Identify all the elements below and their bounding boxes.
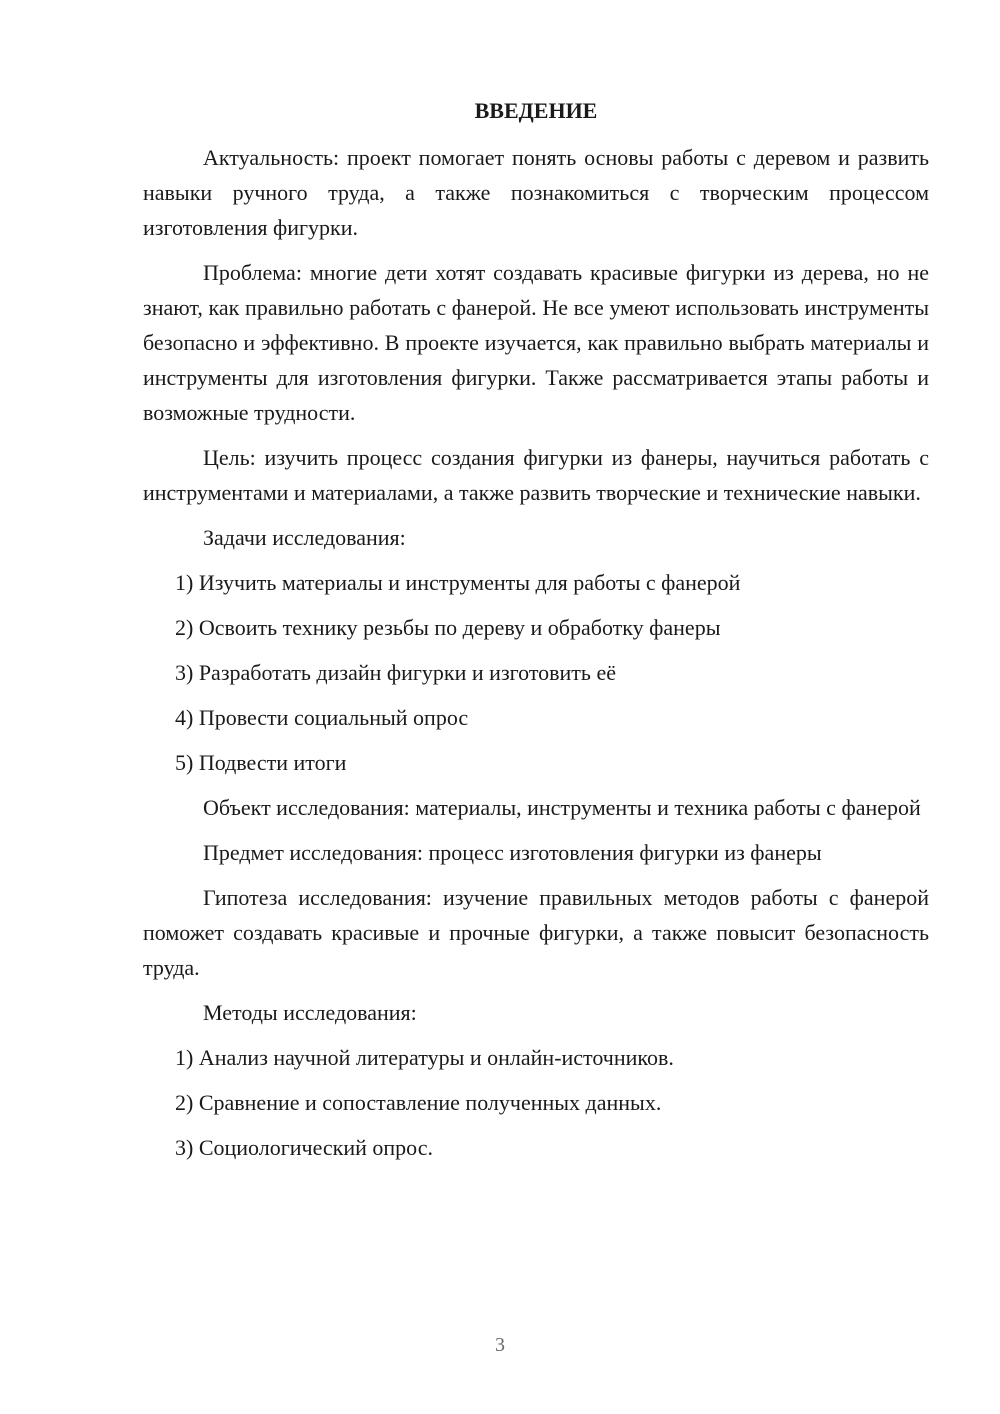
- list-item: 2) Освоить технику резьбы по дереву и обработку фанеры: [175, 615, 721, 640]
- paragraph-hypothesis: Гипотеза исследования: изучение правильных методов работы с фанерой поможет создавать красивые и прочные фигурки, а также повысит безопасность труда.: [143, 885, 929, 980]
- paragraph-relevance: Актуальность: проект помогает понять основы работы с деревом и развить навыки ручного труда, а также познакомиться с творческим процессом изготовления фигурки.: [143, 145, 929, 240]
- paragraph-goal: Цель: изучить процесс создания фигурки из фанеры, научиться работать с инструментами и материалами, а также развить творческие и технические навыки.: [143, 445, 929, 505]
- tasks-title: Задачи исследования:: [203, 525, 406, 550]
- paragraph-subject: Предмет исследования: процесс изготовления фигурки из фанеры: [203, 840, 822, 865]
- list-item: 5) Подвести итоги: [175, 750, 347, 775]
- list-item: 1) Изучить материалы и инструменты для работы с фанерой: [175, 570, 741, 595]
- document-body: [143, 96, 929, 1175]
- methods-list: [143, 1040, 929, 1165]
- methods-title: Методы исследования:: [203, 1000, 417, 1025]
- list-item: 1) Анализ научной литературы и онлайн-источников.: [175, 1045, 674, 1070]
- paragraph-problem: Проблема: многие дети хотят создавать красивые фигурки из дерева, но не знают, как правильно работать с фанерой. Не все умеют использовать инструменты безопасно и эффективно. В проекте изучается, как правильно выбрать материалы и инструменты для изготовления фигурки. Также рассматривается этапы работы и возможные трудности.: [143, 260, 929, 425]
- list-item: 3) Разработать дизайн фигурки и изготовить её: [175, 660, 616, 685]
- page-number: 3: [495, 1334, 505, 1356]
- section-heading: ВВЕДЕНИЕ: [474, 98, 598, 123]
- tasks-list: [143, 565, 929, 780]
- list-item: 4) Провести социальный опрос: [175, 705, 469, 730]
- list-item: 2) Сравнение и сопоставление полученных данных.: [175, 1090, 662, 1115]
- list-item: 3) Социологический опрос.: [175, 1135, 433, 1160]
- paragraph-object: Объект исследования: материалы, инструменты и техника работы с фанерой: [203, 795, 921, 820]
